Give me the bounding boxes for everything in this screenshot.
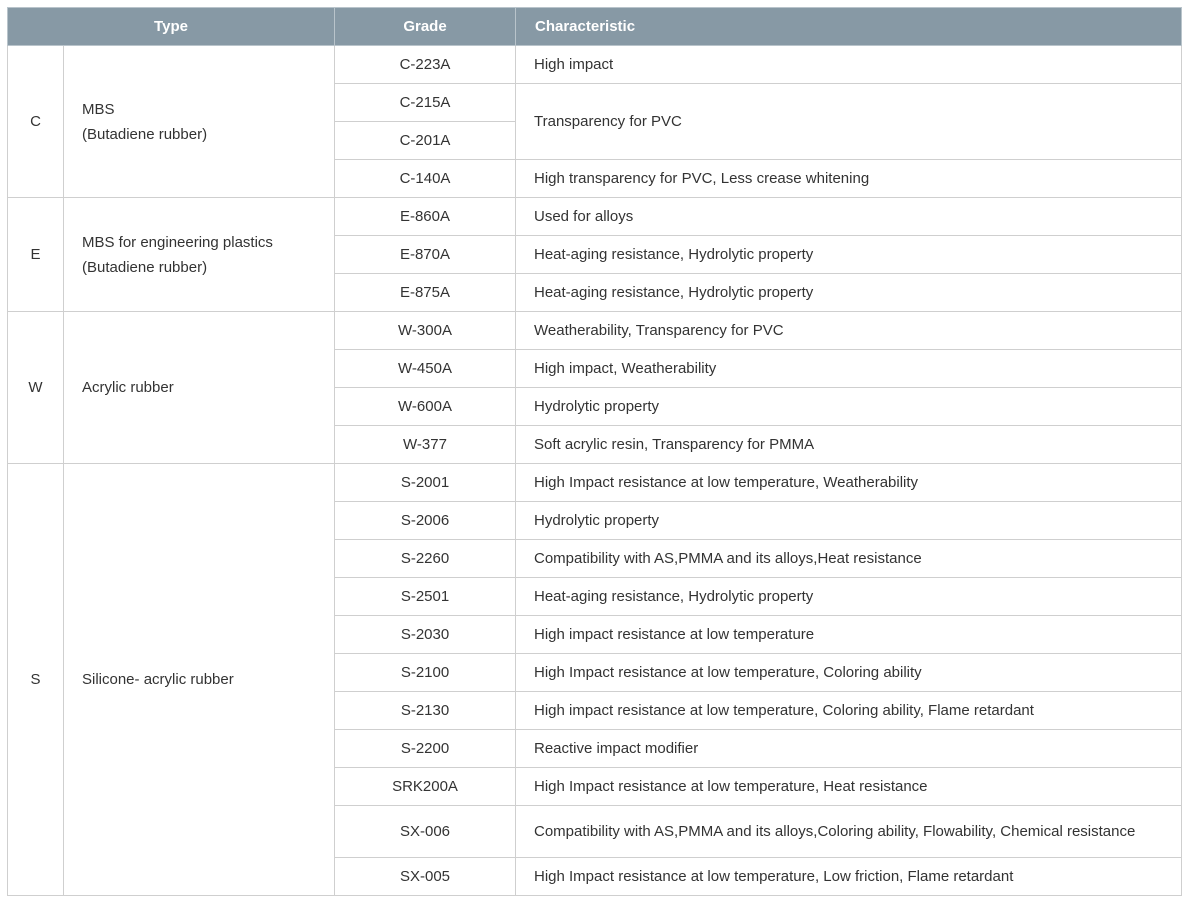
table-header-row — [8, 8, 1182, 46]
grade-cell: S-2200 — [335, 730, 516, 768]
characteristic-cell: Reactive impact modifier — [516, 730, 1182, 768]
characteristic-cell: High impact — [516, 46, 1182, 84]
grade-cell: C-201A — [335, 122, 516, 160]
grade-cell: S-2260 — [335, 540, 516, 578]
grade-cell: S-2100 — [335, 654, 516, 692]
grade-cell: S-2501 — [335, 578, 516, 616]
grade-cell: SRK200A — [335, 768, 516, 806]
characteristic-cell: High Impact resistance at low temperature, Low friction, Flame retardant — [516, 858, 1182, 896]
characteristic-cell: Transparency for PVC — [516, 84, 1182, 160]
characteristic-cell: Weatherability, Transparency for PVC — [516, 312, 1182, 350]
header-type: Type — [8, 8, 335, 46]
grade-cell: E-875A — [335, 274, 516, 312]
type-name — [64, 198, 335, 312]
type-code: C — [8, 46, 64, 198]
grade-cell: W-600A — [335, 388, 516, 426]
grade-cell: S-2030 — [335, 616, 516, 654]
characteristic-cell: Soft acrylic resin, Transparency for PMMA — [516, 426, 1182, 464]
characteristic-cell: High impact resistance at low temperature — [516, 616, 1182, 654]
header-grade: Grade — [335, 8, 516, 46]
characteristic-cell: Heat-aging resistance, Hydrolytic property — [516, 236, 1182, 274]
grade-cell: C-223A — [335, 46, 516, 84]
grade-cell: S-2001 — [335, 464, 516, 502]
type-name — [64, 464, 335, 896]
grade-cell: C-140A — [335, 160, 516, 198]
characteristic-cell: Heat-aging resistance, Hydrolytic property — [516, 578, 1182, 616]
characteristic-cell: Heat-aging resistance, Hydrolytic property — [516, 274, 1182, 312]
type-code: S — [8, 464, 64, 896]
characteristic-cell: Hydrolytic property — [516, 388, 1182, 426]
characteristic-cell: High Impact resistance at low temperature, Coloring ability — [516, 654, 1182, 692]
type-name-line: (Butadiene rubber) — [82, 125, 208, 143]
table-body — [8, 46, 1182, 896]
characteristic-cell: Compatibility with AS,PMMA and its alloys,Heat resistance — [516, 540, 1182, 578]
type-name-line: Acrylic rubber — [82, 379, 174, 396]
grade-cell: W-300A — [335, 312, 516, 350]
header-characteristic: Characteristic — [516, 8, 1182, 46]
grade-cell: E-870A — [335, 236, 516, 274]
table-row — [8, 312, 1182, 350]
type-code: E — [8, 198, 64, 312]
type-name — [64, 312, 335, 464]
grade-cell: S-2130 — [335, 692, 516, 730]
grade-cell: SX-006 — [335, 806, 516, 858]
table-row — [8, 464, 1182, 502]
characteristic-cell: Used for alloys — [516, 198, 1182, 236]
characteristic-cell: Hydrolytic property — [516, 502, 1182, 540]
table-row — [8, 198, 1182, 236]
type-name-line: MBS for engineering plastics — [82, 233, 273, 251]
characteristic-cell: High Impact resistance at low temperature, Weatherability — [516, 464, 1182, 502]
grade-cell: W-450A — [335, 350, 516, 388]
grade-cell: E-860A — [335, 198, 516, 236]
characteristic-cell: High Impact resistance at low temperature, Heat resistance — [516, 768, 1182, 806]
grade-cell: S-2006 — [335, 502, 516, 540]
characteristic-cell: High impact resistance at low temperature, Coloring ability, Flame retardant — [516, 692, 1182, 730]
characteristic-cell: Compatibility with AS,PMMA and its alloys,Coloring ability, Flowability, Chemical resistance — [516, 806, 1182, 858]
type-name — [64, 46, 335, 198]
type-code: W — [8, 312, 64, 464]
characteristic-cell: High impact, Weatherability — [516, 350, 1182, 388]
type-name-line: (Butadiene rubber) — [82, 258, 208, 276]
grade-table-container — [7, 7, 1182, 896]
type-name-line: Silicone- acrylic rubber — [82, 671, 234, 688]
grade-cell: C-215A — [335, 84, 516, 122]
grade-cell: W-377 — [335, 426, 516, 464]
table-row — [8, 46, 1182, 84]
grade-table — [7, 7, 1182, 896]
grade-cell: SX-005 — [335, 858, 516, 896]
characteristic-cell: High transparency for PVC, Less crease whitening — [516, 160, 1182, 198]
type-name-line: MBS — [82, 100, 115, 118]
